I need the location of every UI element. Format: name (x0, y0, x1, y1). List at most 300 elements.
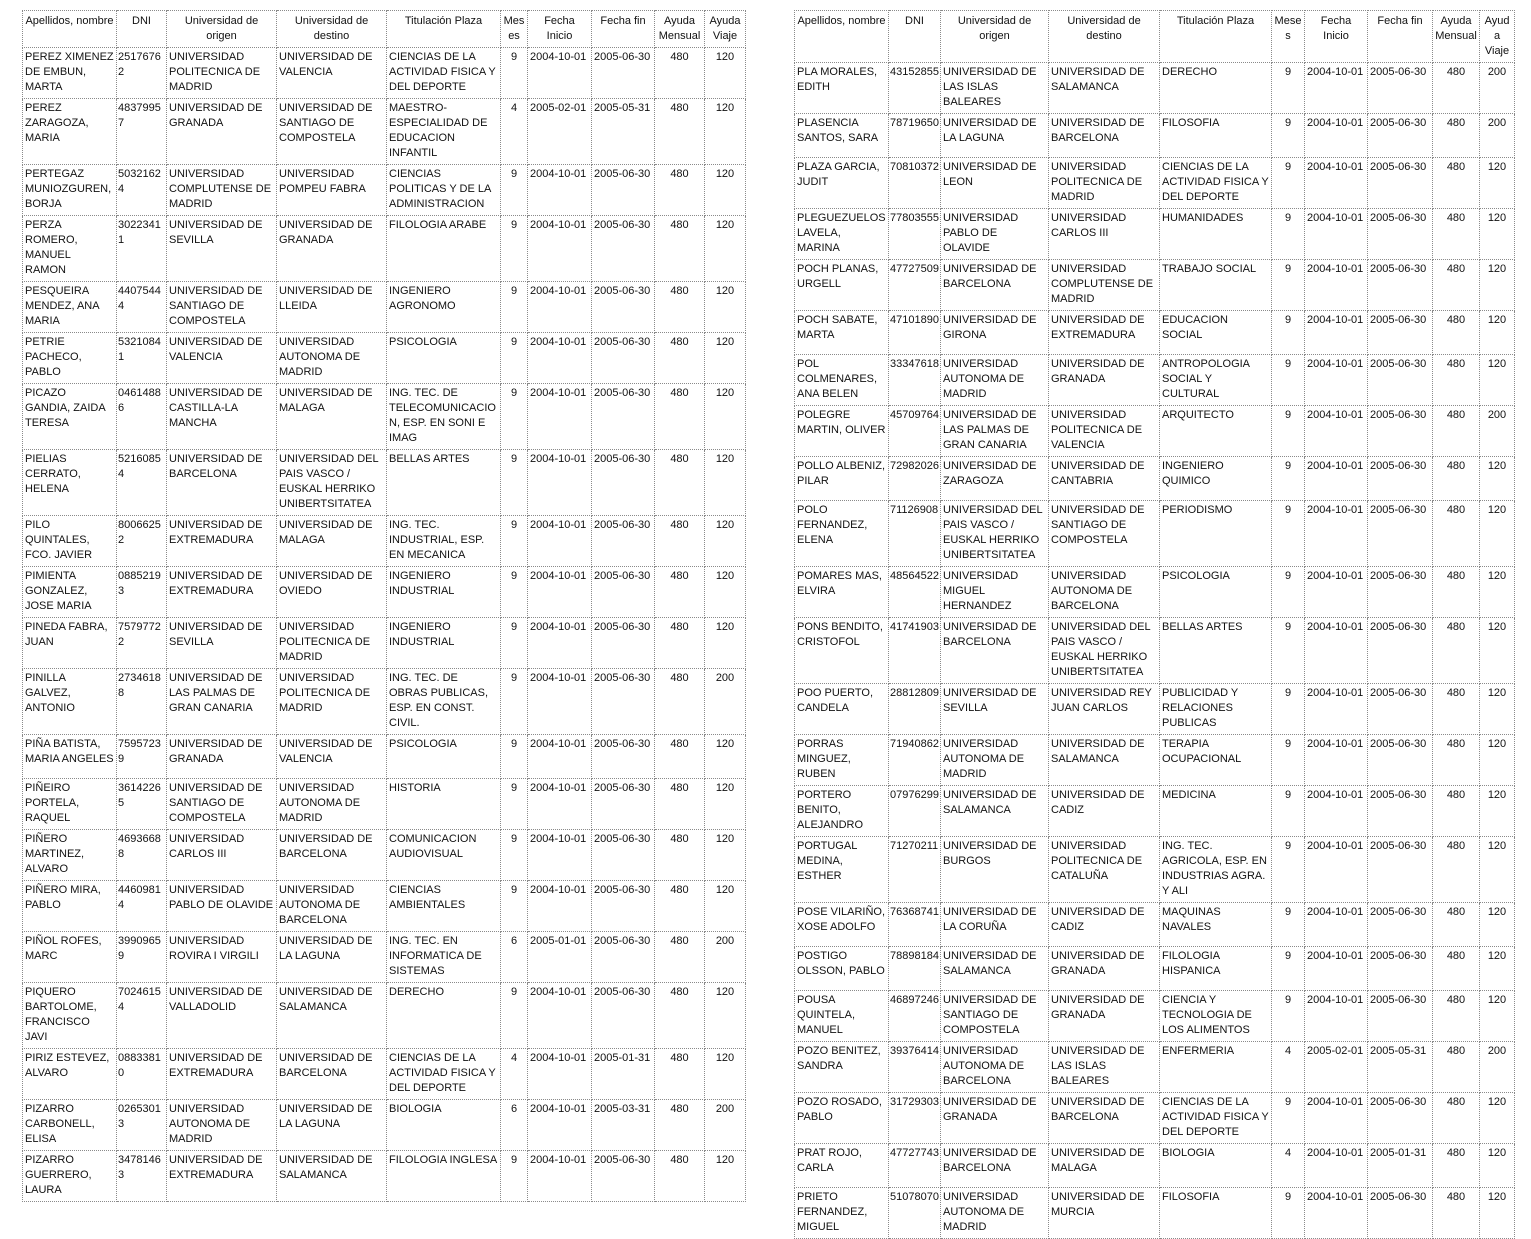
cell-end-date: 2005-06-30 (592, 216, 655, 282)
cell-name: PICAZO GANDIA, ZAIDA TERESA (23, 384, 117, 450)
table-row (23, 567, 746, 618)
cell-origin: UNIVERSIDAD DE EXTREMADURA (167, 567, 277, 618)
table-row (795, 457, 1515, 501)
cell-origin: UNIVERSIDAD AUTONOMA DE MADRID (941, 355, 1049, 406)
cell-months: 9 (501, 282, 528, 333)
cell-origin: UNIVERSIDAD DE SANTIAGO DE COMPOSTELA (167, 779, 277, 830)
cell-monthly-aid: 480 (1433, 355, 1480, 406)
cell-name: PLAZA GARCIA, JUDIT (795, 158, 889, 209)
cell-destination: UNIVERSIDAD CARLOS III (1049, 209, 1160, 260)
cell-monthly-aid: 480 (655, 1049, 705, 1100)
cell-months: 9 (1272, 406, 1305, 457)
cell-name: PERZA ROMERO, MANUEL RAMON (23, 216, 117, 282)
cell-end-date: 2005-06-30 (592, 48, 655, 99)
cell-destination: UNIVERSIDAD DE GRANADA (1049, 991, 1160, 1042)
cell-monthly-aid: 480 (655, 669, 705, 735)
cell-travel-aid: 120 (1480, 1144, 1515, 1188)
cell-travel-aid: 120 (1480, 735, 1515, 786)
cell-end-date: 2005-06-30 (1368, 786, 1433, 837)
cell-monthly-aid: 480 (1433, 786, 1480, 837)
table-row (23, 216, 746, 282)
cell-name: PIÑOL ROFES, MARC (23, 932, 117, 983)
cell-end-date: 2005-06-30 (592, 779, 655, 830)
table-row (795, 311, 1515, 355)
cell-degree: FILOLOGIA HISPANICA (1160, 947, 1272, 991)
cell-months: 9 (1272, 618, 1305, 684)
cell-months: 6 (501, 932, 528, 983)
cell-end-date: 2005-06-30 (1368, 1093, 1433, 1144)
cell-dni: 70810372 (889, 158, 941, 209)
cell-monthly-aid: 480 (655, 333, 705, 384)
table-row (795, 947, 1515, 991)
cell-name: PETRIE PACHECO, PABLO (23, 333, 117, 384)
column-header: Ayuda Mensual (1433, 11, 1480, 63)
table-row (795, 735, 1515, 786)
cell-destination: UNIVERSIDAD POMPEU FABRA (277, 165, 387, 216)
column-header: DNI (117, 11, 167, 48)
column-header: Fecha Inicio (1305, 11, 1368, 63)
cell-degree: INGENIERO QUIMICO (1160, 457, 1272, 501)
cell-destination: UNIVERSIDAD DE SANTIAGO DE COMPOSTELA (1049, 501, 1160, 567)
cell-dni: 36142265 (117, 779, 167, 830)
cell-travel-aid: 120 (705, 450, 746, 516)
cell-dni: 71940862 (889, 735, 941, 786)
cell-dni: 48379957 (117, 99, 167, 165)
cell-degree: TRABAJO SOCIAL (1160, 260, 1272, 311)
cell-months: 9 (501, 735, 528, 779)
cell-monthly-aid: 480 (655, 216, 705, 282)
cell-start-date: 2004-10-01 (1305, 1188, 1368, 1239)
cell-travel-aid: 120 (1480, 837, 1515, 903)
cell-start-date: 2004-10-01 (528, 516, 592, 567)
cell-destination: UNIVERSIDAD AUTONOMA DE MADRID (277, 333, 387, 384)
cell-end-date: 2005-06-30 (1368, 735, 1433, 786)
cell-name: PIRIZ ESTEVEZ, ALVARO (23, 1049, 117, 1100)
cell-monthly-aid: 480 (1433, 457, 1480, 501)
cell-destination: UNIVERSIDAD DE LA LAGUNA (277, 1100, 387, 1151)
cell-monthly-aid: 480 (655, 516, 705, 567)
cell-travel-aid: 120 (705, 779, 746, 830)
cell-dni: 25176762 (117, 48, 167, 99)
cell-travel-aid: 120 (1480, 903, 1515, 947)
cell-destination: UNIVERSIDAD POLITECNICA DE MADRID (1049, 158, 1160, 209)
cell-end-date: 2005-06-30 (592, 516, 655, 567)
cell-months: 9 (1272, 457, 1305, 501)
cell-monthly-aid: 480 (1433, 1042, 1480, 1093)
cell-end-date: 2005-01-31 (592, 1049, 655, 1100)
cell-travel-aid: 200 (1480, 1042, 1515, 1093)
cell-degree: BIOLOGIA (387, 1100, 501, 1151)
table-row (23, 669, 746, 735)
cell-origin: UNIVERSIDAD DEL PAIS VASCO / EUSKAL HERRIKO UNIBERTSITATEA (941, 501, 1049, 567)
cell-name: POSE VILARIÑO, XOSE ADOLFO (795, 903, 889, 947)
cell-origin: UNIVERSIDAD AUTONOMA DE MADRID (167, 1100, 277, 1151)
cell-start-date: 2004-10-01 (1305, 209, 1368, 260)
cell-dni: 47727743 (889, 1144, 941, 1188)
cell-name: PLEGUEZUELOS LAVELA, MARINA (795, 209, 889, 260)
cell-dni: 44609814 (117, 881, 167, 932)
cell-travel-aid: 200 (1480, 114, 1515, 158)
cell-end-date: 2005-06-30 (1368, 991, 1433, 1042)
cell-origin: UNIVERSIDAD DE LA CORUÑA (941, 903, 1049, 947)
cell-destination: UNIVERSIDAD DE SANTIAGO DE COMPOSTELA (277, 99, 387, 165)
cell-destination: UNIVERSIDAD DE LAS ISLAS BALEARES (1049, 1042, 1160, 1093)
cell-origin: UNIVERSIDAD DE LAS PALMAS DE GRAN CANARIA (167, 669, 277, 735)
cell-start-date: 2004-10-01 (1305, 406, 1368, 457)
cell-travel-aid: 120 (705, 830, 746, 881)
cell-months: 9 (501, 333, 528, 384)
cell-degree: FILOSOFIA (1160, 114, 1272, 158)
table-row (23, 779, 746, 830)
cell-destination: UNIVERSIDAD DE CADIZ (1049, 786, 1160, 837)
column-header: Fecha Inicio (528, 11, 592, 48)
cell-origin: UNIVERSIDAD DE EXTREMADURA (167, 516, 277, 567)
cell-destination: UNIVERSIDAD DE BARCELONA (277, 830, 387, 881)
cell-monthly-aid: 480 (1433, 114, 1480, 158)
cell-monthly-aid: 480 (655, 450, 705, 516)
cell-monthly-aid: 480 (1433, 947, 1480, 991)
cell-degree: FILOSOFIA (1160, 1188, 1272, 1239)
cell-start-date: 2004-10-01 (528, 1049, 592, 1100)
cell-dni: 27346188 (117, 669, 167, 735)
cell-months: 9 (1272, 501, 1305, 567)
table-row (23, 881, 746, 932)
column-header: Titulación Plaza (387, 11, 501, 48)
cell-end-date: 2005-06-30 (1368, 406, 1433, 457)
cell-start-date: 2004-10-01 (528, 567, 592, 618)
column-header: Titulación Plaza (1160, 11, 1272, 63)
cell-origin: UNIVERSIDAD ROVIRA I VIRGILI (167, 932, 277, 983)
cell-travel-aid: 120 (1480, 786, 1515, 837)
cell-monthly-aid: 480 (655, 1100, 705, 1151)
cell-monthly-aid: 480 (655, 735, 705, 779)
cell-name: POL COLMENARES, ANA BELEN (795, 355, 889, 406)
cell-travel-aid: 200 (705, 932, 746, 983)
cell-origin: UNIVERSIDAD DE SALAMANCA (941, 786, 1049, 837)
cell-months: 4 (501, 1049, 528, 1100)
cell-dni: 77803555 (889, 209, 941, 260)
cell-start-date: 2004-10-01 (528, 779, 592, 830)
cell-end-date: 2005-06-30 (592, 282, 655, 333)
column-header: Fecha fin (592, 11, 655, 48)
cell-months: 9 (1272, 1188, 1305, 1239)
cell-start-date: 2005-02-01 (528, 99, 592, 165)
cell-dni: 47727509 (889, 260, 941, 311)
cell-degree: MAQUINAS NAVALES (1160, 903, 1272, 947)
cell-dni: 39376414 (889, 1042, 941, 1093)
cell-degree: INGENIERO INDUSTRIAL (387, 618, 501, 669)
cell-start-date: 2004-10-01 (528, 333, 592, 384)
cell-origin: UNIVERSIDAD DE GRANADA (167, 735, 277, 779)
cell-monthly-aid: 480 (655, 48, 705, 99)
cell-months: 9 (501, 618, 528, 669)
cell-name: POMARES MAS, ELVIRA (795, 567, 889, 618)
cell-end-date: 2005-06-30 (1368, 457, 1433, 501)
cell-travel-aid: 200 (1480, 63, 1515, 114)
cell-start-date: 2004-10-01 (528, 216, 592, 282)
cell-dni: 47101890 (889, 311, 941, 355)
cell-origin: UNIVERSIDAD DE EXTREMADURA (167, 1049, 277, 1100)
cell-travel-aid: 120 (1480, 1093, 1515, 1144)
cell-degree: ING. TEC. INDUSTRIAL, ESP. EN MECANICA (387, 516, 501, 567)
cell-end-date: 2005-05-31 (1368, 1042, 1433, 1093)
cell-end-date: 2005-06-30 (592, 333, 655, 384)
cell-monthly-aid: 480 (1433, 311, 1480, 355)
cell-start-date: 2004-10-01 (1305, 947, 1368, 991)
cell-months: 9 (1272, 355, 1305, 406)
cell-months: 9 (1272, 114, 1305, 158)
cell-dni: 46936688 (117, 830, 167, 881)
cell-destination: UNIVERSIDAD DE GRANADA (1049, 947, 1160, 991)
cell-origin: UNIVERSIDAD AUTONOMA DE BARCELONA (941, 1042, 1049, 1093)
cell-travel-aid: 120 (1480, 947, 1515, 991)
table-row (795, 1042, 1515, 1093)
table-row (795, 406, 1515, 457)
cell-monthly-aid: 480 (1433, 63, 1480, 114)
cell-start-date: 2004-10-01 (528, 450, 592, 516)
cell-end-date: 2005-06-30 (1368, 903, 1433, 947)
cell-origin: UNIVERSIDAD DE SEVILLA (167, 618, 277, 669)
cell-months: 6 (501, 1100, 528, 1151)
cell-degree: TERAPIA OCUPACIONAL (1160, 735, 1272, 786)
cell-destination: UNIVERSIDAD DE MALAGA (277, 516, 387, 567)
cell-start-date: 2004-10-01 (528, 983, 592, 1049)
cell-start-date: 2004-10-01 (528, 384, 592, 450)
cell-end-date: 2005-06-30 (1368, 501, 1433, 567)
cell-end-date: 2005-06-30 (592, 384, 655, 450)
cell-destination: UNIVERSIDAD DE OVIEDO (277, 567, 387, 618)
table-row (23, 1049, 746, 1100)
cell-months: 9 (501, 216, 528, 282)
cell-end-date: 2005-06-30 (1368, 684, 1433, 735)
cell-degree: DERECHO (387, 983, 501, 1049)
cell-degree: ARQUITECTO (1160, 406, 1272, 457)
cell-end-date: 2005-06-30 (592, 983, 655, 1049)
cell-dni: 07976299 (889, 786, 941, 837)
cell-destination: UNIVERSIDAD AUTONOMA DE MADRID (277, 779, 387, 830)
cell-end-date: 2005-06-30 (1368, 837, 1433, 903)
table-row (795, 903, 1515, 947)
cell-destination: UNIVERSIDAD DE EXTREMADURA (1049, 311, 1160, 355)
cell-months: 9 (501, 830, 528, 881)
cell-degree: HISTORIA (387, 779, 501, 830)
cell-name: PESQUEIRA MENDEZ, ANA MARIA (23, 282, 117, 333)
cell-months: 9 (501, 983, 528, 1049)
cell-end-date: 2005-06-30 (1368, 947, 1433, 991)
cell-end-date: 2005-06-30 (1368, 63, 1433, 114)
cell-degree: FILOLOGIA ARABE (387, 216, 501, 282)
cell-start-date: 2004-10-01 (1305, 786, 1368, 837)
cell-start-date: 2004-10-01 (528, 1100, 592, 1151)
cell-dni: 70246154 (117, 983, 167, 1049)
table-row (795, 991, 1515, 1042)
cell-dni: 71126908 (889, 501, 941, 567)
cell-monthly-aid: 480 (1433, 1188, 1480, 1239)
cell-degree: DERECHO (1160, 63, 1272, 114)
cell-start-date: 2004-10-01 (1305, 114, 1368, 158)
cell-dni: 39909659 (117, 932, 167, 983)
cell-name: POLLO ALBENIZ, PILAR (795, 457, 889, 501)
cell-origin: UNIVERSIDAD DE BURGOS (941, 837, 1049, 903)
cell-dni: 31729303 (889, 1093, 941, 1144)
cell-travel-aid: 120 (1480, 260, 1515, 311)
cell-months: 9 (1272, 786, 1305, 837)
cell-origin: UNIVERSIDAD MIGUEL HERNANDEZ (941, 567, 1049, 618)
column-header: Ayuda Mensual (655, 11, 705, 48)
cell-destination: UNIVERSIDAD DE LA LAGUNA (277, 932, 387, 983)
cell-start-date: 2004-10-01 (528, 618, 592, 669)
cell-travel-aid: 120 (1480, 567, 1515, 618)
cell-origin: UNIVERSIDAD DE EXTREMADURA (167, 1151, 277, 1202)
cell-travel-aid: 120 (705, 1049, 746, 1100)
cell-start-date: 2004-10-01 (1305, 991, 1368, 1042)
cell-start-date: 2004-10-01 (1305, 63, 1368, 114)
table-row (795, 158, 1515, 209)
cell-origin: UNIVERSIDAD COMPLUTENSE DE MADRID (167, 165, 277, 216)
cell-name: PIÑEIRO PORTELA, RAQUEL (23, 779, 117, 830)
cell-destination: UNIVERSIDAD DE SALAMANCA (277, 983, 387, 1049)
table-row (23, 983, 746, 1049)
cell-name: PLA MORALES, EDITH (795, 63, 889, 114)
cell-dni: 46897246 (889, 991, 941, 1042)
cell-dni: 53210841 (117, 333, 167, 384)
cell-destination: UNIVERSIDAD DE SALAMANCA (1049, 735, 1160, 786)
cell-dni: 80066252 (117, 516, 167, 567)
cell-destination: UNIVERSIDAD DE VALENCIA (277, 735, 387, 779)
cell-start-date: 2004-10-01 (1305, 501, 1368, 567)
cell-monthly-aid: 480 (1433, 903, 1480, 947)
cell-dni: 76368741 (889, 903, 941, 947)
cell-months: 9 (1272, 567, 1305, 618)
cell-dni: 72982026 (889, 457, 941, 501)
cell-origin: UNIVERSIDAD DE BARCELONA (941, 1144, 1049, 1188)
cell-months: 9 (501, 516, 528, 567)
cell-travel-aid: 120 (705, 99, 746, 165)
cell-dni: 78719650 (889, 114, 941, 158)
cell-months: 4 (1272, 1042, 1305, 1093)
cell-start-date: 2004-10-01 (1305, 355, 1368, 406)
column-header: Meses (501, 11, 528, 48)
cell-origin: UNIVERSIDAD DE VALENCIA (167, 333, 277, 384)
cell-degree: ANTROPOLOGIA SOCIAL Y CULTURAL (1160, 355, 1272, 406)
cell-travel-aid: 120 (1480, 311, 1515, 355)
cell-start-date: 2004-10-01 (1305, 1144, 1368, 1188)
cell-degree: CIENCIAS AMBIENTALES (387, 881, 501, 932)
cell-dni: 44075444 (117, 282, 167, 333)
cell-destination: UNIVERSIDAD POLITECNICA DE MADRID (277, 618, 387, 669)
cell-origin: UNIVERSIDAD DE GRANADA (167, 99, 277, 165)
cell-dni: 04614886 (117, 384, 167, 450)
cell-travel-aid: 120 (705, 516, 746, 567)
cell-months: 9 (501, 48, 528, 99)
cell-end-date: 2005-06-30 (1368, 260, 1433, 311)
cell-monthly-aid: 480 (655, 830, 705, 881)
cell-monthly-aid: 480 (1433, 406, 1480, 457)
table-row (23, 282, 746, 333)
cell-end-date: 2005-03-31 (592, 1100, 655, 1151)
column-header: Apellidos, nombre (795, 11, 889, 63)
cell-months: 9 (501, 450, 528, 516)
cell-origin: UNIVERSIDAD POLITECNICA DE MADRID (167, 48, 277, 99)
header-row (795, 11, 1515, 63)
cell-degree: ING. TEC. EN INFORMATICA DE SISTEMAS (387, 932, 501, 983)
cell-months: 9 (1272, 63, 1305, 114)
cell-monthly-aid: 480 (1433, 501, 1480, 567)
table-row (795, 114, 1515, 158)
cell-degree: CIENCIAS POLITICAS Y DE LA ADMINISTRACION (387, 165, 501, 216)
cell-travel-aid: 120 (705, 567, 746, 618)
cell-name: POZO ROSADO, PABLO (795, 1093, 889, 1144)
header-row (23, 11, 746, 48)
table-row (795, 786, 1515, 837)
cell-monthly-aid: 480 (655, 99, 705, 165)
cell-destination: UNIVERSIDAD DE CADIZ (1049, 903, 1160, 947)
cell-monthly-aid: 480 (1433, 1144, 1480, 1188)
cell-degree: CIENCIAS DE LA ACTIVIDAD FISICA Y DEL DEPORTE (1160, 158, 1272, 209)
cell-travel-aid: 120 (1480, 457, 1515, 501)
cell-dni: 50321624 (117, 165, 167, 216)
cell-name: POCH PLANAS, URGELL (795, 260, 889, 311)
cell-travel-aid: 120 (705, 216, 746, 282)
cell-degree: PSICOLOGIA (387, 735, 501, 779)
cell-destination: UNIVERSIDAD AUTONOMA DE BARCELONA (277, 881, 387, 932)
cell-destination: UNIVERSIDAD DE GRANADA (277, 216, 387, 282)
cell-end-date: 2005-06-30 (1368, 618, 1433, 684)
cell-end-date: 2005-06-30 (1368, 1188, 1433, 1239)
cell-degree: FILOLOGIA INGLESA (387, 1151, 501, 1202)
cell-name: PORRAS MINGUEZ, RUBEN (795, 735, 889, 786)
table-row (795, 567, 1515, 618)
cell-dni: 71270211 (889, 837, 941, 903)
cell-degree: BIOLOGIA (1160, 1144, 1272, 1188)
cell-degree: ING. TEC. DE OBRAS PUBLICAS, ESP. EN CONST. CIVIL. (387, 669, 501, 735)
right-table (794, 10, 1515, 1239)
cell-degree: INGENIERO AGRONOMO (387, 282, 501, 333)
cell-start-date: 2004-10-01 (528, 669, 592, 735)
table-row (23, 932, 746, 983)
cell-destination: UNIVERSIDAD DE CANTABRIA (1049, 457, 1160, 501)
cell-destination: UNIVERSIDAD DE VALENCIA (277, 48, 387, 99)
table-row (23, 516, 746, 567)
cell-destination: UNIVERSIDAD POLITECNICA DE CATALUÑA (1049, 837, 1160, 903)
cell-months: 9 (1272, 947, 1305, 991)
cell-degree: MAESTRO-ESPECIALIDAD DE EDUCACION INFANTIL (387, 99, 501, 165)
cell-origin: UNIVERSIDAD DE LA LAGUNA (941, 114, 1049, 158)
table-row (795, 618, 1515, 684)
table-row (23, 735, 746, 779)
table-body (795, 63, 1515, 1239)
column-header: Apellidos, nombre (23, 11, 117, 48)
cell-degree: CIENCIAS DE LA ACTIVIDAD FISICA Y DEL DEPORTE (387, 48, 501, 99)
cell-months: 9 (1272, 903, 1305, 947)
left-table (22, 10, 746, 1202)
cell-monthly-aid: 480 (655, 1151, 705, 1202)
cell-travel-aid: 120 (705, 333, 746, 384)
cell-travel-aid: 120 (705, 881, 746, 932)
cell-months: 9 (501, 1151, 528, 1202)
table-row (795, 1144, 1515, 1188)
cell-origin: UNIVERSIDAD DE GRANADA (941, 1093, 1049, 1144)
cell-dni: 08852193 (117, 567, 167, 618)
cell-degree: ING. TEC. DE TELECOMUNICACION, ESP. EN SONI E IMAG (387, 384, 501, 450)
cell-monthly-aid: 480 (1433, 991, 1480, 1042)
column-header: Fecha fin (1368, 11, 1433, 63)
cell-months: 9 (1272, 311, 1305, 355)
cell-origin: UNIVERSIDAD DE LAS PALMAS DE GRAN CANARIA (941, 406, 1049, 457)
table-row (23, 618, 746, 669)
cell-monthly-aid: 480 (1433, 1093, 1480, 1144)
cell-name: PLASENCIA SANTOS, SARA (795, 114, 889, 158)
